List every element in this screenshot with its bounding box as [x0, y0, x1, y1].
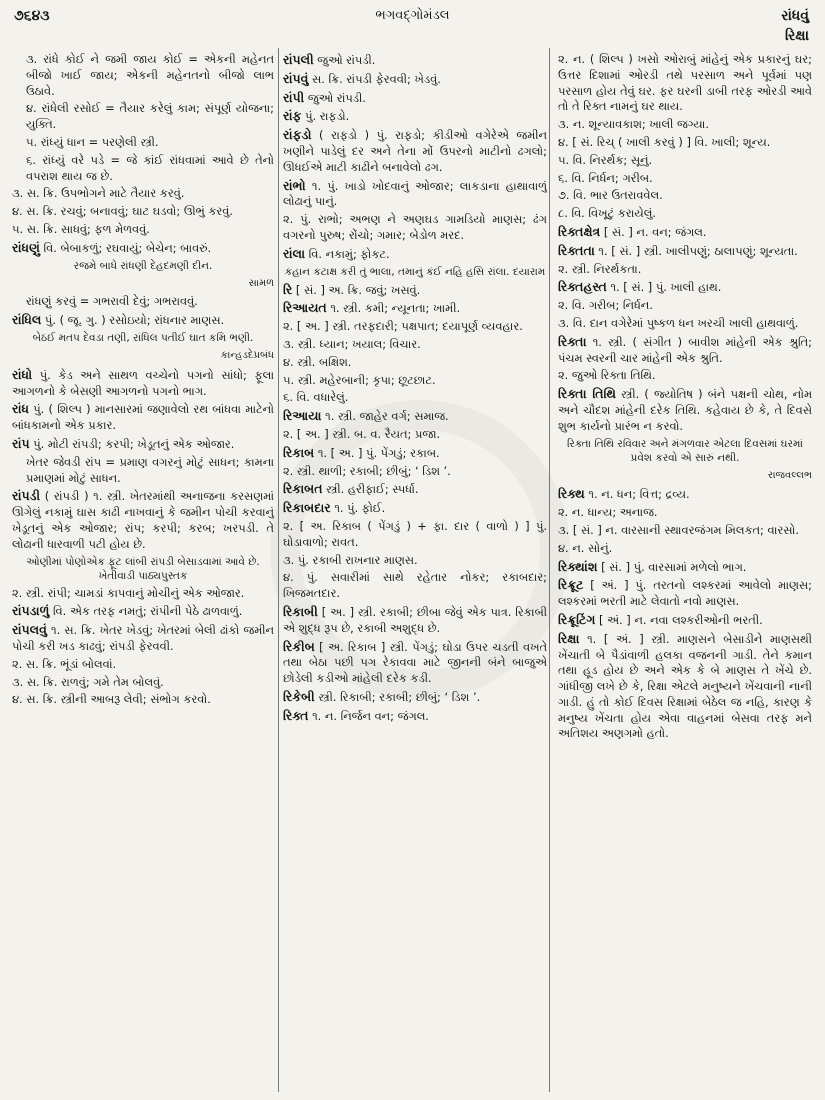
- headword: રિક્થાંશ: [558, 558, 598, 574]
- dictionary-entry: [283, 708, 547, 725]
- definition: સ્ત્રી. ( જ્યોતિષ ) બંને પક્ષની ચોથ, નોમ અને ચૌદશ માંહેની દરેક તિથિ. કહેવાય છે કે, તે દિવસે શુભ કાર્યનો પ્રારંભ ન કરવો.: [558, 387, 812, 433]
- definition: સ. ક્રિ. રાંપડી ફેરવવી; ખેડવું.: [308, 71, 441, 86]
- dictionary-entry: [283, 178, 547, 211]
- guide-word-first: રાંધવું: [781, 8, 809, 24]
- headword: રાંભો: [283, 177, 306, 193]
- dictionary-entry: [12, 401, 274, 434]
- dictionary-entry: [558, 612, 812, 629]
- sense-line: ૨. [ અ. ] સ્ત્રી. બ. વ. રૈયત; પ્રજા.: [283, 426, 441, 441]
- sense-line: ૪. [ સં. રિચ્ ( ખાલી કરવું ) ] વિ. ખાલી; શૂન્ય.: [558, 134, 771, 149]
- definition: સ્ત્રી. હરીફાઈ; સ્પર્ધા.: [322, 482, 419, 497]
- definition: પું. ( શિલ્પ ) માનસારમાં જણાવેલો રથ બાંધવા માટેનો બાંધકામનો એક પ્રકાર.: [12, 402, 274, 433]
- quotation-source: રાજવલ્લભ: [767, 469, 812, 481]
- sense-line: ૪. ન. સોનું.: [558, 540, 613, 555]
- definition: [ અ. રિકાબ ] સ્ત્રી. પેંગડું; ઘોડા ઉપર ચડતી વખતે તથા બેઠા પછી પગ રેકાવવા માટે જીનની બંને બાજુએ છોડેલી કડીઓ માંહેલી દરેક કડી.: [283, 639, 547, 686]
- column-1: [12, 52, 274, 1092]
- definition: જુઓ રાંપડી.: [304, 90, 366, 105]
- definition: પું. કેડ અને સાથળ વચ્ચેનો પગનો સાંધો; ફૂલા આગળનો કે બેસણી આગળનો પગનો ભાગ.: [12, 367, 274, 398]
- sense-line: ૩. ન. શૂન્યાવકાશ; ખાલી જગ્યા.: [558, 117, 709, 132]
- definition: ૧. ન. નિર્જન વન; જંગલ.: [308, 708, 429, 723]
- sense-line: ૩. પું. રકાબી રાખનાર માણસ.: [283, 552, 418, 567]
- quotation: કહાન કટાક્ષ કરી તું ભાલા, તમાનું કંઈ નહિ હસિ રાંલા. દયારામ: [284, 265, 546, 278]
- dictionary-entry: [283, 71, 547, 88]
- quotation: રજમે બાધે રાંધણી દેહદમણી દીન.: [73, 259, 213, 272]
- sense-line: ખેતર જેવડી રાંપ = પ્રમાણ વગરનું મોટું સાધન; કામના પ્રમાણમાં મોટું સાધન.: [26, 454, 274, 485]
- dictionary-entry: [283, 408, 547, 425]
- dictionary-entry: [12, 367, 274, 400]
- headword: રાંફડો: [283, 127, 312, 143]
- sense-line: ૨. ન. ( શિલ્પ ) ખસો ઓરાબું માંહેનું એક પ્રકારનું ઘર; ઉત્તર દિશામાં ઓરડી તથે પરસાળ અને પૂર્વમાં પણ પરસાળ હોય તેવું ઘર. ફર ઘરની ડાબી તરફ ઓરડી આવે તો તે રિક્ત નામનું ઘર થાય.: [558, 52, 812, 114]
- headword: રાંફ: [283, 108, 302, 124]
- sense-line: ૨. ન. ધાન્ય; અનાજ.: [558, 505, 658, 520]
- sense-line: ૬. વિ. નિર્ધન; ગરીબ.: [558, 170, 653, 185]
- dictionary-entry: [283, 127, 547, 175]
- definition: ૧. [ અ. ] પું. પેંગડું; રકાબ.: [314, 445, 440, 460]
- headword: રિ: [283, 281, 293, 297]
- definition: [ અ. ] સ્ત્રી. રકાબી; છીબા જેવું એક પાત્ર. રિકાબી એ શુદ્ધ રૂપ છે, રકાબી અશુદ્ધ છે.: [283, 604, 547, 635]
- dictionary-entry: [558, 559, 812, 576]
- sense-line: ૨. સ. ક્રિ. ભૂંડાં બોલવાં.: [12, 656, 117, 671]
- dictionary-entry: [558, 486, 812, 503]
- dictionary-entry: [558, 279, 812, 296]
- page-header: [0, 0, 825, 44]
- dictionary-entry: [558, 577, 812, 610]
- definition: વિ. એક તરફ નમતું; રાંપીની પેઠે ઢાળવાળું.: [49, 604, 243, 619]
- headword: રિકાબ: [283, 444, 315, 460]
- definition: ૧. [ સં. ] સ્ત્રી. ખાલીપણું; ઠાલાપણું; શૂન્યતા.: [594, 243, 798, 258]
- sense-line: ૬. રાંધ્યું વરે પડે = જે કાંઈ રાંધવામાં આવે છે તેનો વપરાશ થાય જ છે.: [26, 152, 274, 183]
- sense-line: રાંધણું કરવું = ગભરાવી દેવું; ગભરાવવું.: [26, 294, 198, 309]
- definition: જુઓ રાંપડી.: [313, 53, 376, 67]
- dictionary-entry: [12, 622, 274, 655]
- definition: [ સં. ] અ. ક્રિ. જવું; ખસવું.: [292, 282, 421, 297]
- sense-line: ૪. પું. સવારીમાં સાથે રહેતાર નોકર; રકાબદાર; ખિજમતદાર.: [283, 570, 547, 601]
- sense-line: ૩. વિ. દાન વગેરેમાં પુષ્કળ ધન ખરચી ખાલી હાથવાળું.: [558, 315, 799, 330]
- sense-line: ૨. સ્ત્રી. નિરર્થકતા.: [558, 261, 642, 276]
- headword: રિક્તા: [558, 333, 587, 349]
- headword: રિક્ત: [283, 707, 309, 723]
- headword: રાંપલી: [283, 52, 314, 67]
- sense-line: ૩. સ. ક્રિ. રાળવું; ગમે તેમ બોલવું.: [12, 674, 164, 689]
- headword: રિક્ષા: [558, 630, 580, 646]
- definition: પું. મોટી રાંપડી; કરપી; ખેડૂતનું એક ઓજાર.: [29, 436, 235, 451]
- headword: રિકાબી: [283, 603, 318, 619]
- definition: વિ. બેબાકળું; રઘવાયું; બેચેન; બાવરું.: [39, 240, 212, 255]
- definition: [ સં. ] ન. વન; જંગલ.: [600, 224, 707, 239]
- sense-line: ૩. સ્ત્રી. ધ્યાન; ખયાલ; વિચાર.: [283, 336, 421, 351]
- headword: રિક્રૂટિંગ: [558, 611, 596, 627]
- headword: રાંપી: [283, 89, 305, 105]
- definition: [ અં. ] પું. તરતનો લશ્કરમાં આવેલો માણસ; લશ્કરમાં ભરતી માટે લેવાતો નવો માણસ.: [558, 578, 812, 609]
- definition: સ્ત્રી. રિકાબી; રકાબી; છીબું; ‘ ડિશ ’.: [314, 689, 481, 704]
- dictionary-entry: [283, 481, 547, 498]
- quotation: રિક્તા તિથિ રવિવાર અને મંગળવાર એટલા દિવસમાં ઘરમાં પ્રવેશ કરવો એ સારું નથી.: [567, 437, 803, 464]
- dictionary-entry: [283, 639, 547, 687]
- sense-line: ૫. સ્ત્રી. મહેરબાની; કૃપા; છૂટછાટ.: [283, 372, 436, 387]
- sense-line: ૬. વિ. વધારેલું.: [283, 390, 349, 405]
- definition: ૧. સ્ત્રી. કમી; ન્યૂનતા; ખામી.: [326, 301, 461, 316]
- dictionary-entry: [283, 108, 547, 125]
- headword: રિકાબદાર: [283, 500, 331, 516]
- definition: ૧. સ્ત્રી. જાહેર વર્ગ; સમાજ.: [321, 409, 449, 424]
- sense-line: ૪. રાંધેલી રસોઈ = તૈયાર કરેલું કામ; સંપૂર્ણ યોજના; યુક્તિ.: [26, 101, 274, 132]
- definition: ( રાંપડી ) ૧. સ્ત્રી. ખેતરમાંથી અનાજના કરસણમાં ઊગેલું નકામું ઘાસ કાઢી નાખવાનું કે જમીન પોચી કરવાનું ખેડૂતનું એક ઓજાર; રાંપ; કરપી; કરબ; ખરપડી. તે લોઢાની ધારવાળી પટી હોય છે.: [12, 489, 274, 551]
- sense-line: ૨. વિ. ગરીબ; નિર્ધન.: [558, 298, 653, 313]
- headword: રિકેબી: [283, 688, 315, 704]
- headword: રાંપલવું: [12, 622, 47, 638]
- headword: રાંપડી: [12, 488, 41, 504]
- sense-line: ૩. સ. ક્રિ. ઉપભોગને માટે તૈયાર કરવું.: [12, 186, 185, 201]
- sense-line: ૪. સ. ક્રિ. સ્ત્રીની આબરૂ લેવી; સંભોગ કરવો.: [12, 692, 211, 707]
- quotation-source: સામળ: [248, 277, 274, 289]
- sense-line: ૫. રાંધ્યું ધાન = પરણેલી સ્ત્રી.: [26, 134, 159, 149]
- headword: રાંપ: [12, 435, 30, 451]
- definition: વિ. નકામું; ફોકટ.: [305, 246, 390, 261]
- sense-line: ૪. સ. ક્રિ. રચવું; બનાવવું; ઘાટ ઘડવો; ઊભું કરવું.: [12, 204, 233, 219]
- quotation: બેઠઈ મતપ દેવડા તણી, રાંધિલ પતીઈ ઘાત કમિ ભણી.: [32, 331, 254, 344]
- sense-line: ૨. સ્ત્રી. રાંપી; ચામડાં કાપવાનું મોચીનું એક ઓજાર.: [12, 585, 245, 600]
- sense-line: ૨. [ અ. રિકાબ ( પેંગડું ) + ફા. દાર ( વાળો ) ] પું. ઘોડાવાળો; રાવત.: [283, 518, 547, 549]
- dictionary-entry: [558, 631, 812, 743]
- dictionary-entry: [558, 334, 812, 367]
- sense-line: ૮. વિ. વિખૂટું કરાયેલું.: [558, 206, 656, 221]
- dictionary-entry: [283, 689, 547, 706]
- sense-line: ૭. વિ. ભાર ઉતરાવવેલ.: [558, 188, 663, 203]
- dictionary-entry: [283, 300, 547, 317]
- headword: રિક્રૂટ: [558, 577, 584, 593]
- quotation: ઓણીમાં પોણોએક ફૂટ લાંબી રાંપડી બેસાડવામાં આવે છે. ખેતીવાડી પાઠ્યપુસ્તક: [26, 555, 260, 582]
- dictionary-entry: [283, 445, 547, 462]
- headword: રિઆયત: [283, 300, 327, 316]
- headword: રિક્તહસ્ત: [558, 279, 607, 295]
- headword: રિકીબ: [283, 638, 315, 654]
- headword: રિક્તા તિથિ: [558, 386, 616, 402]
- sense-line: ૩. [ સં. ] ન. વારસાની સ્થાવરજંગમ મિલકત; વારસો.: [558, 522, 799, 537]
- dictionary-entry: [12, 488, 274, 552]
- definition: ૧. પું. ખાડો ખોદવાનું ઓજાર; લાકડાના હાથાવાળું લોઢાનું પાનું.: [283, 178, 547, 209]
- quotation-source: કાન્હડદેપ્રબંધ: [220, 349, 274, 361]
- headword: રિક્તતા: [558, 242, 595, 258]
- headword: રિક્થ: [558, 486, 585, 502]
- definition: પું. રાફડો.: [301, 109, 350, 124]
- dictionary-entry: [283, 52, 547, 69]
- headword: રાંધણું: [12, 239, 40, 255]
- sense-line: ૪. સ્ત્રી. બક્ષિશ.: [283, 354, 352, 369]
- dictionary-entry: [12, 603, 274, 620]
- headword: રિક્તક્ષેત્ર: [558, 223, 601, 239]
- sense-line: ૨. પું. રાભો; અભણ ને અણઘડ ગામડિયો માણસ; ઢંગ વગરનો પુરુષ; રોંચો; ગમાર; બેડોળ મરદ.: [283, 212, 547, 242]
- dictionary-entry: [558, 386, 812, 434]
- dictionary-entry: [12, 240, 274, 257]
- dictionary-entry: [283, 282, 547, 299]
- headword: રિઆયા: [283, 408, 322, 424]
- headword: રાંધિલ: [12, 312, 42, 328]
- sense-line: ૫. સ. ક્રિ. સાધવું; ફળ મેળવવું.: [12, 221, 150, 236]
- dictionary-entry: [558, 224, 812, 241]
- definition: ૧. સ્ત્રી. ( સંગીત ) બાવીશ માંહેની એક શ્રુતિ; પંચમ સ્વરની ચાર માંહેની એક શ્રુતિ.: [558, 334, 812, 365]
- headword: રાંપવું: [283, 70, 309, 86]
- headword: રિકાબત: [283, 481, 323, 497]
- sense-line: ૩. રાંધે કોઈ ને જમી જાય કોઈ = એકની મહેનત બીજો ખાઈ જાય; એકની મહેનતનો બીજો લાભ ઉઠાવે.: [26, 52, 274, 98]
- definition: [ અં. ] ન. નવા લશ્કરીઓની ભરતી.: [595, 612, 763, 627]
- dictionary-body: [12, 52, 812, 1092]
- headword: રાંપડાળું: [12, 603, 50, 619]
- definition: ૧. [ સં. ] પું. ખાલી હાથ.: [606, 280, 722, 295]
- headword: રાંલા: [283, 245, 306, 261]
- dictionary-entry: [283, 246, 547, 263]
- definition: ૧. [ અં. ] સ્ત્રી. માણસને બેસાડીને માણસથી ખેંચાતી બે પૈડાંવાળી હલકા વજનની ગાડી. તેને કમાન તથા હૂડ હોય છે અને એક કે બે માણસ તે ખેંચે છે. ગાંધીજી લખે છે કે, રિક્ષા એટલે મનુષ્યને ખેંચવાની નાની ગાડી. હું તો કોઈ દિવસ રિક્ષામાં બેઠેલ જ નહિ, કારણ કે મનુષ્ય ખેંચતા હોય એવા વાહનમાં બેસવા તરફ મને અતિશય અણગમો હતો.: [558, 631, 812, 741]
- dictionary-entry: [12, 436, 274, 453]
- column-3: [558, 52, 812, 1092]
- headword: રાંધ: [12, 401, 30, 417]
- dictionary-entry: [283, 90, 547, 107]
- column-2: [283, 52, 547, 1092]
- dictionary-entry: [12, 312, 274, 329]
- guide-word-last: રિક્ષા: [785, 28, 809, 44]
- definition: પું. ( જૂ. ગુ. ) રસોઇયો; રાંધનાર માણસ.: [41, 313, 225, 328]
- sense-line: ૫. વિ. નિરર્થક; સૂનું.: [558, 152, 653, 167]
- dictionary-entry: [283, 500, 547, 517]
- page-number: ૭૬૪૩: [14, 8, 50, 24]
- definition: ૧. સ. ક્રિ. ખેતર ખેડવું; ખેતરમાં બેલી ઢાંકો જમીન પોચી કરી ખડ કાઢવું; રાંપડી ફેરવવી.: [12, 623, 274, 653]
- sense-line: ૨. સ્ત્રી. થાળી; રકાબી; છીબું; ‘ ડિશ ’.: [283, 463, 451, 478]
- headword: રાંધો: [12, 366, 33, 382]
- sense-line: ૨. જુઓ રિક્તા તિથિ.: [558, 368, 656, 383]
- dictionary-entry: [558, 243, 812, 260]
- definition: ૧. પું. ફોઈ.: [330, 501, 386, 516]
- definition: ( રાફડો ) પું. રાફડો; કીડીઓ વગેરેએ જમીન ખણીને પાડેલું દર અને તેના મોં ઉપરનો માટીનો ઢગલો; ઊધઈએ માટી કાઢીને બનાવેલો ઢગ.: [283, 128, 547, 174]
- dictionary-title: ભગવદ્ગોમંડલ: [375, 8, 450, 23]
- definition: [ સં. ] પું. વારસામાં મળેલો ભાગ.: [597, 559, 747, 574]
- sense-line: ૨. [ અ. ] સ્ત્રી. તરફદારી; પક્ષપાત; દયાપૂર્ણ વ્યવહાર.: [283, 319, 523, 334]
- dictionary-entry: [283, 604, 547, 637]
- definition: ૧. ન. ધન; વિત્ત; દ્રવ્ય.: [584, 487, 690, 502]
